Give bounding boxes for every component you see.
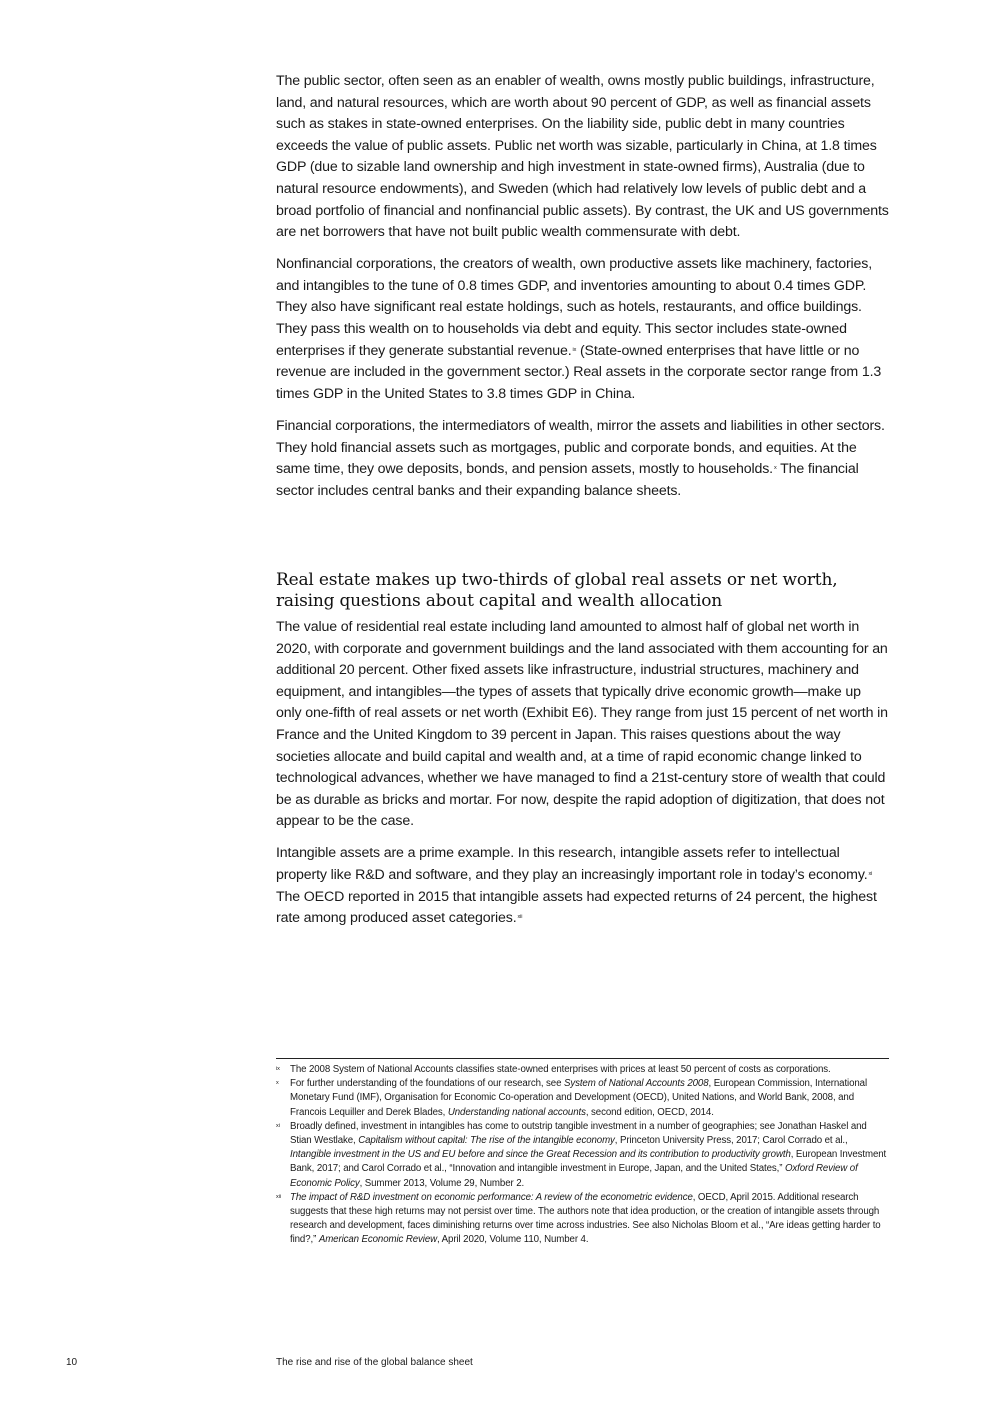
footnote-segment: , Princeton University Press, 2017; Carol Corrado et al., [614, 1135, 848, 1147]
paragraph-text: Nonfinancial corporations, the creators of wealth, own productive assets like machinery, factories, and intangibles to the tune of 0.8 times GDP, and inventories amounting to about 0.4 times GDP. They also have significant real estate holdings, such as hotels, restaurants, and office buildings. They pass this wealth on to households via debt and equity. This sector includes state-owned enterprises if they generate substantial revenue. [276, 256, 873, 359]
body-text-top [276, 71, 890, 513]
paragraph-real-estate: The value of residential real estate including land amounted to almost half of global net worth in 2020, with corporate and government buildings and the land associated with them accounting for an additional 20 percent. Other fixed assets like infrastructure, industrial structures, machinery and equipment, and intangibles—the types of assets that typically drive economic growth—make up only one-fifth of real assets or net worth (Exhibit E6). They range from just 15 percent of net worth in France and the United Kingdom to 39 percent in Japan. This raises questions about the way societies allocate and build capital and wealth and, at a time of rapid economic change linked to technological advances, whether we have managed to find a 21st-century store of wealth that could be as durable as bricks and mortar. For now, despite the rapid adoption of digitization, that does not appear to be the case. [276, 619, 888, 830]
paragraph-financial-corporations [276, 416, 890, 502]
footnote-segment: For further understanding of the foundations of our research, see [290, 1078, 564, 1090]
citation-title: American Economic Review [318, 1234, 438, 1246]
footnote-ref[interactable]: xi [868, 871, 873, 878]
footnote-segment: The 2008 System of National Accounts classifies state-owned enterprises with prices at least 50 percent of costs as corporations. [290, 1064, 831, 1075]
paragraph-text: (State-owned enterprises that have little or no revenue are included in the government sector.) Real assets in the corporate sector range from 1.3 times GDP in the United States to 3.8 times GDP in China. [276, 342, 882, 402]
footnote-text [290, 1121, 886, 1189]
footnote-segment: , second edition, OECD, 2014. [585, 1106, 714, 1118]
citation-title: Capitalism without capital: The rise of the intangible economy [358, 1135, 615, 1147]
footnote-mark: xii [276, 1193, 281, 1200]
citation-title: System of National Accounts 2008 [563, 1078, 709, 1090]
footnote-segment: , Summer 2013, Volume 29, Number 2. [359, 1177, 525, 1189]
footnote-mark: xi [276, 1122, 280, 1129]
footnote-segment: , European Commission, International Monetary Fund (IMF), Organisation for Economic Co-operation and Development (OECD), United Nations, and World Bank, 2008, and Francois Lequiller and Derek Blades, [290, 1078, 867, 1118]
footnote-mark: ix [276, 1066, 280, 1072]
paragraph-text: The OECD reported in 2015 that intangible assets had expected returns of 24 percent, the highest rate among produced asset categories. [276, 888, 877, 927]
citation-title: Understanding national accounts [447, 1106, 586, 1118]
footnotes [276, 1058, 889, 1248]
footnote-segment: , April 2020, Volume 110, Number 4. [437, 1234, 589, 1246]
footnote-ref[interactable]: x [773, 465, 777, 472]
citation-title: Oxford Review of Economic Policy [290, 1163, 858, 1189]
footnote-segment: , OECD, April 2015. Additional research suggests that these high returns may not persist over time. The authors note that idea production, or the creation of intangible assets through research and development, faces diminishing returns over time across industries. See also Nicholas Bloom et al., “Are ideas getting harder to find?,” [290, 1191, 881, 1246]
paragraph-text: Intangible assets are a prime example. In this research, intangible assets refer to intellectual property like R&D and software, and they play an increasingly important role in today’s economy. [276, 845, 868, 884]
citation-title: Intangible investment in the US and EU before and since the Great Recession and its contribution to productivity growth [290, 1149, 791, 1161]
footnote-ref[interactable]: ix [572, 346, 577, 353]
paragraph-nonfinancial-corporations [276, 254, 890, 405]
footnote-text [290, 1078, 867, 1117]
paragraph-text: The financial sector includes central banks and their expanding balance sheets. [276, 461, 859, 499]
page-number: 10 [66, 1357, 78, 1368]
footnote-segment: Broadly defined, investment in intangibles has come to outstrip tangible investment in a number of geographies; see Jonathan Haskel and Stian Westlake, [290, 1120, 867, 1147]
paragraph-public-sector: The public sector, often seen as an enabler of wealth, owns mostly public buildings, infrastructure, land, and natural resources, which are worth about 90 percent of GDP, as well as financial assets such as stakes in state-owned enterprises. On the liability side, public debt in many countries exceeds the value of public assets. Public net worth was sizable, particularly in China, at 1.8 times GDP (due to sizable land ownership and high investment in state-owned firms), Australia (due to natural resource endowments), and Sweden (which had relatively low levels of public debt and a broad portfolio of financial and nonfinancial public assets). By contrast, the UK and US governments are net borrowers that have not built public wealth commensurate with debt. [276, 73, 889, 241]
footnote-ref[interactable]: xii [517, 914, 523, 921]
footnote-item [276, 1120, 889, 1191]
footnote-segment: , European Investment Bank, 2017; and Carol Corrado et al., “Innovation and intangible investment in Europe, Japan, and the United States,” [290, 1149, 887, 1175]
paragraph-intangible-assets [276, 843, 890, 929]
footnote-item [276, 1063, 889, 1077]
heading-line: Real estate makes up two-thirds of global real assets or net worth, [276, 570, 838, 590]
section-heading [276, 570, 890, 612]
footnote-item [276, 1077, 889, 1120]
citation-title: The impact of R&D investment on economic performance: A review of the econometric evidence [290, 1191, 693, 1203]
section-real-estate [276, 570, 890, 940]
footnote-mark: x [276, 1080, 279, 1087]
paragraph-text: Financial corporations, the intermediators of wealth, mirror the assets and liabilities in other sectors. They hold financial assets such as mortgages, public and corporate bonds, and equities. At the same time, they owe deposits, bonds, and pension assets, mostly to households. [276, 417, 885, 478]
footnote-item [276, 1191, 889, 1248]
heading-line: raising questions about capital and wealth allocation [276, 591, 723, 611]
footnote-text [290, 1064, 831, 1075]
footnote-text [290, 1192, 881, 1246]
footer-title: The rise and rise of the global balance sheet [276, 1357, 473, 1368]
